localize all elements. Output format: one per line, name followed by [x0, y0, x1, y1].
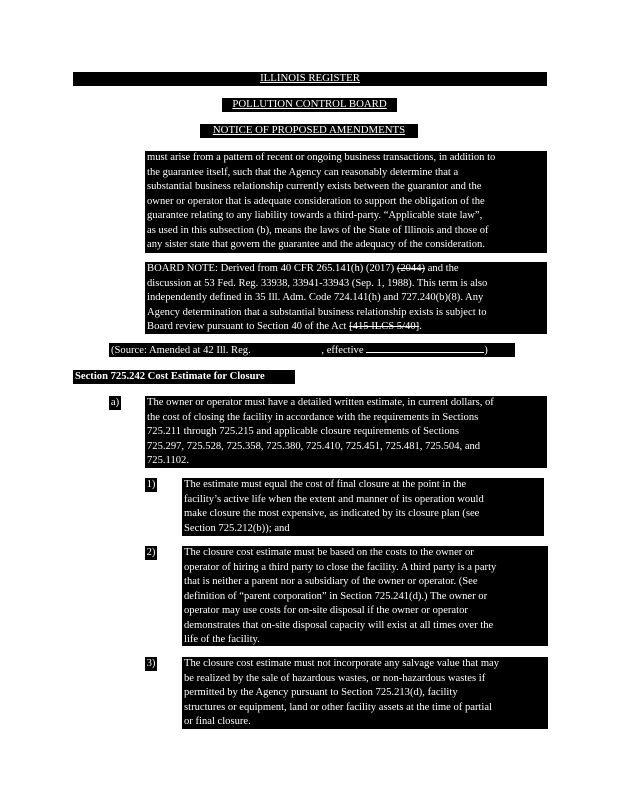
section-heading-text: Section 725.242 Cost Estimate for Closure [75, 371, 265, 382]
struck-text: (2044) [396, 263, 426, 274]
register-title [73, 72, 547, 86]
source-suffix: ) [484, 345, 488, 356]
text-line: any sister state that govern the guarantee and the adequacy of the consideration. [147, 239, 485, 250]
text-line: The owner or operator must have a detailed written estimate, in current dollars, of [147, 397, 494, 408]
item-3-text [182, 657, 548, 729]
text-line: operator may use costs for on-site disposal if the owner or operator [184, 605, 468, 616]
text-line: substantial business relationship currently exists between the guarantor and the [147, 181, 482, 192]
text-line: The estimate must equal the cost of final closure at the point in the [184, 479, 467, 490]
section-heading [73, 370, 295, 384]
board-note [145, 262, 547, 334]
item-2-text [182, 546, 548, 646]
text-line: make closure the most expensive, as indicated by its closure plan (see [184, 508, 480, 519]
text-line: 725.211 through 725.215 and applicable closure requirements of Sections [147, 426, 460, 437]
board-note-line-4: Agency determination that a substantial business relationship exists is subject to [147, 306, 487, 318]
text-line: structures or equipment, land or other facility assets at the time of partial [184, 701, 493, 713]
item-1-label [145, 478, 157, 492]
board-note-line-3: independently defined in 35 Ill. Adm. Code 724.141(h) and 727.240(b)(8). Any [147, 292, 484, 303]
notice-title [200, 124, 418, 138]
register-title-text: ILLINOIS REGISTER [260, 72, 360, 84]
definition-paragraph [145, 151, 547, 253]
notice-title-text: NOTICE OF PROPOSED AMENDMENTS [212, 124, 406, 136]
text-line: demonstrates that on-site disposal capacity will exist at all times over the [184, 619, 494, 631]
struck-text: [415 ILCS 5/40] [349, 321, 420, 332]
item-2-label [145, 546, 157, 560]
label-text: 2) [146, 547, 156, 558]
text-line: definition of “parent corporation” in Section 725.241(d).) The owner or [184, 590, 488, 602]
text-line: or final closure. [184, 716, 251, 727]
label-text: 1) [146, 479, 156, 490]
text-line: the guarantee itself, such that the Agency can reasonably determine that a [147, 166, 459, 178]
text-line: be realized by the sale of hazardous wastes, or non-hazardous wastes if [184, 672, 486, 684]
board-note-line-1 [147, 262, 545, 277]
text-line: life of the facility. [184, 634, 260, 645]
text-line: 725.1102. [147, 455, 189, 466]
label-text: a) [110, 397, 120, 408]
text-line: permitted by the Agency pursuant to Section 725.213(d), facility [184, 687, 458, 698]
board-note-line-2: discussion at 53 Fed. Reg. 33938, 33941-33943 (Sep. 1, 1988). This term is also [147, 277, 488, 289]
text-line: The closure cost estimate must be based on the costs to the owner or [184, 547, 474, 558]
text-line: as used in this subsection (b), means the laws of the State of Illinois and those of [147, 224, 489, 236]
board-title [222, 98, 397, 112]
source-line [109, 343, 515, 357]
text-line: guarantee relating to any liability towards a third-party. “Applicable state law”, [147, 210, 483, 221]
board-note-text: . [419, 321, 422, 332]
text-line: owner or operator that is adequate consideration to support the obligation of the [147, 195, 485, 207]
board-note-text: and the [425, 263, 459, 274]
text-line: Section 725.212(b)); and [184, 522, 290, 534]
text-line: The closure cost estimate must not incorporate any salvage value that may [184, 658, 500, 669]
subsection-a-label [109, 396, 121, 410]
source-prefix: (Source: Amended at 42 Ill. Reg. [111, 345, 254, 356]
subsection-a-text [145, 396, 547, 468]
board-note-text: BOARD NOTE: Derived from 40 CFR 265.141(h) (2017) [147, 263, 397, 274]
text-line: 725.297, 725.528, 725.358, 725.380, 725.410, 725.451, 725.481, 725.504, and [147, 440, 481, 452]
board-title-text: POLLUTION CONTROL BOARD [232, 98, 387, 110]
text-line: must arise from a pattern of recent or ongoing business transactions, in addition to [147, 152, 496, 163]
board-note-line-5 [147, 320, 545, 335]
text-line: that is neither a parent nor a subsidiary of the owner or operator. (See [184, 576, 478, 587]
board-note-text: Board review pursuant to Section 40 of the Act [147, 321, 350, 332]
item-1-text [182, 478, 544, 536]
effective-date-blank [366, 343, 484, 353]
text-line: facility’s active life when the extent and manner of its operation would [184, 493, 484, 505]
text-line: the cost of closing the facility in accordance with the requirements in Sections [147, 411, 479, 423]
source-mid: , effective [321, 345, 367, 356]
text-line: operator of hiring a third party to close the facility. A third party is a party [184, 561, 497, 573]
item-3-label [145, 657, 157, 671]
label-text: 3) [146, 658, 156, 669]
